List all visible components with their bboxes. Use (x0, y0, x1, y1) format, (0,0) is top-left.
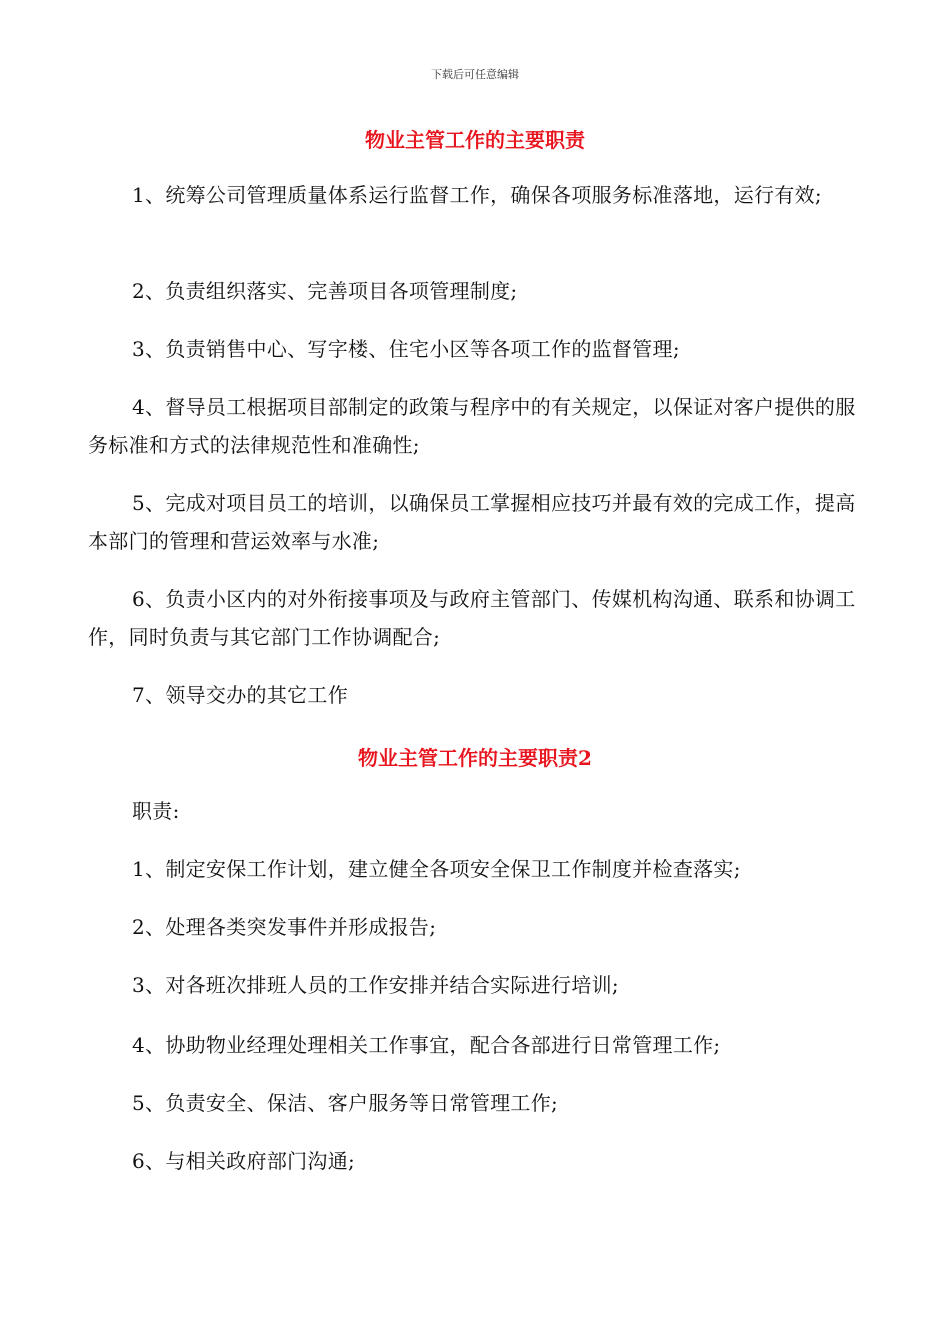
section1-item-1: 1、统筹公司管理质量体系运行监督工作，确保各项服务标准落地，运行有效; (132, 183, 822, 207)
header-note: 下载后可任意编辑 (431, 68, 519, 81)
section2-title: 物业主管工作的主要职责2 (358, 746, 592, 770)
section1-item-4: 4、督导员工根据项目部制定的政策与程序中的有关规定，以保证对客户提供的服务标准和方式的法律规范性和准确性; (88, 395, 856, 457)
section1-item-6: 6、负责小区内的对外衔接事项及与政府主管部门、传媒机构沟通、联系和协调工作，同时负责与其它部门工作协调配合; (88, 587, 856, 649)
section2-item-1: 1、制定安保工作计划，建立健全各项安全保卫工作制度并检查落实; (132, 857, 741, 881)
section2-intro: 职责: (132, 799, 180, 823)
section2-item-2: 2、处理各类突发事件并形成报告; (132, 915, 437, 939)
section1-item-3: 3、负责销售中心、写字楼、住宅小区等各项工作的监督管理; (132, 337, 680, 361)
section1-title: 物业主管工作的主要职责 (365, 128, 585, 152)
section1-item-2: 2、负责组织落实、完善项目各项管理制度; (132, 279, 518, 303)
section1-item-7: 7、领导交办的其它工作 (132, 683, 349, 707)
section2-item-3: 3、对各班次排班人员的工作安排并结合实际进行培训; (132, 973, 619, 997)
section2-item-6: 6、与相关政府部门沟通; (132, 1149, 356, 1173)
section2-item-5: 5、负责安全、保洁、客户服务等日常管理工作; (132, 1091, 559, 1115)
section1-item-5: 5、完成对项目员工的培训，以确保员工掌握相应技巧并最有效的完成工作，提高本部门的管理和营运效率与水准; (88, 491, 856, 553)
section2-item-4: 4、协助物业经理处理相关工作事宜，配合各部进行日常管理工作; (132, 1033, 721, 1057)
